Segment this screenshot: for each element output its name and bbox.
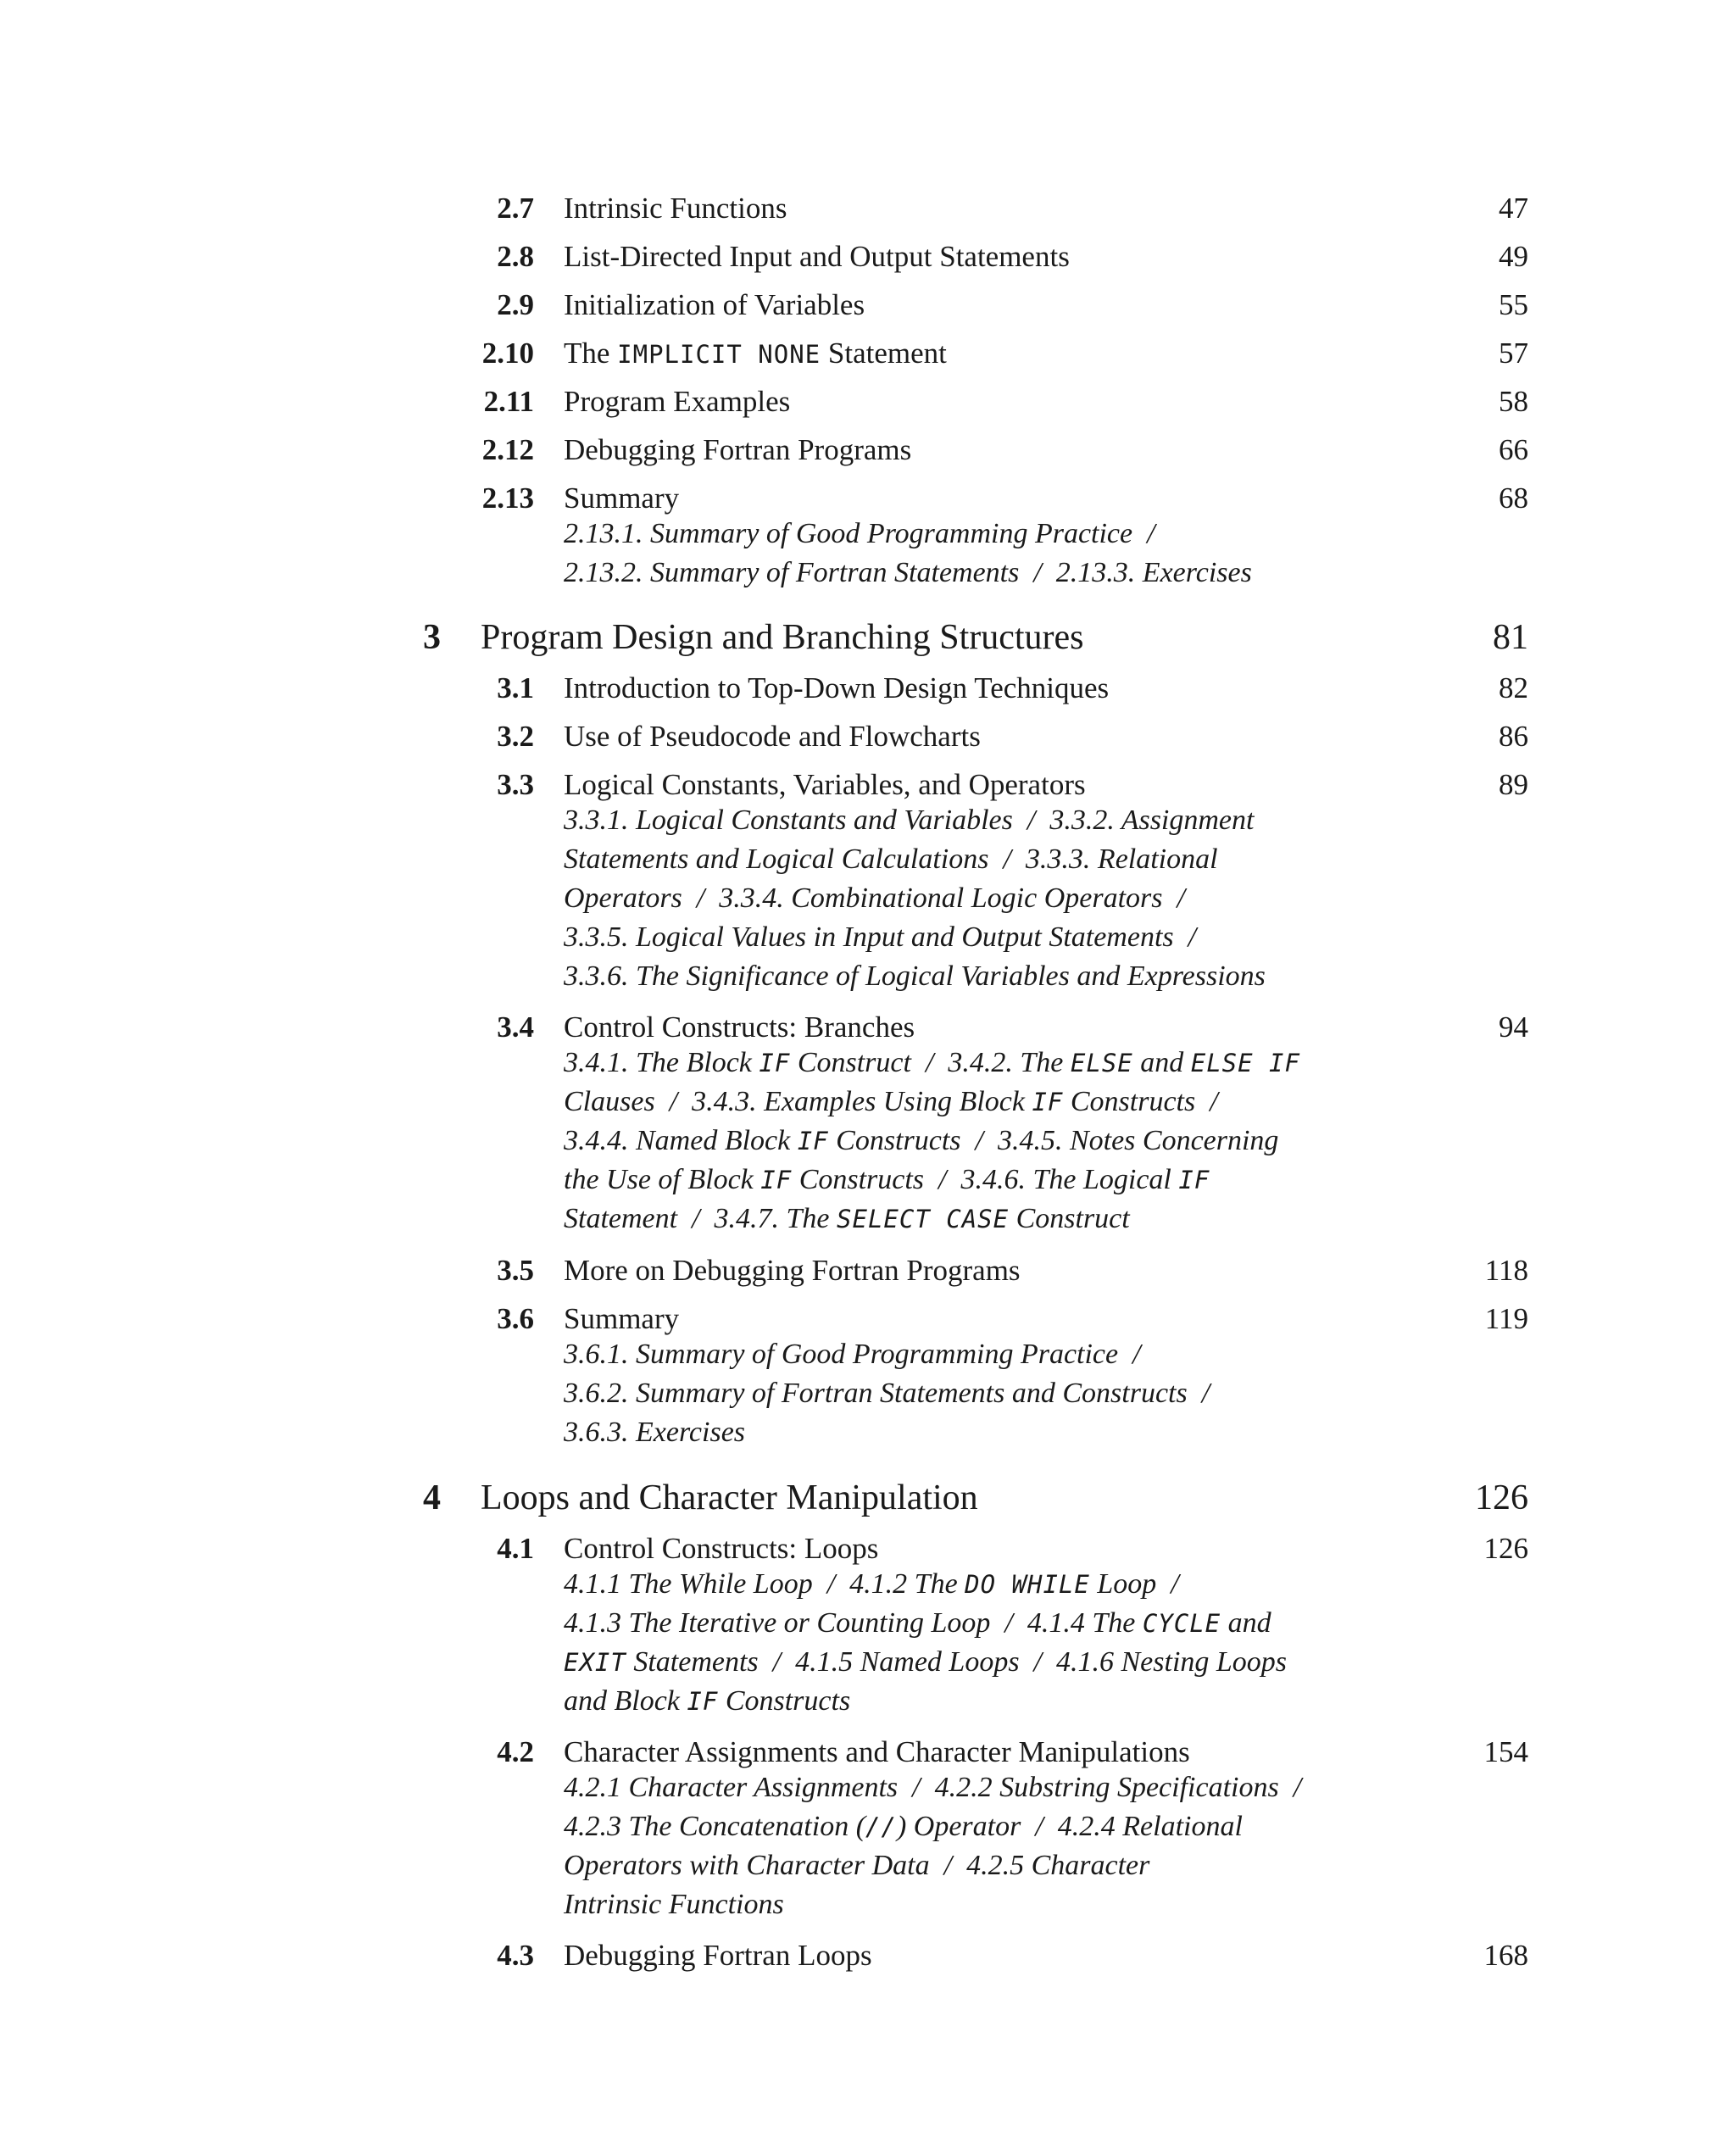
- section-title: Control Constructs: Branches: [564, 1010, 915, 1044]
- section-number: 3.1: [497, 671, 534, 704]
- section-title: Character Assignments and Character Manipulations: [564, 1735, 1190, 1768]
- chapter-page-number: 126: [1475, 1478, 1528, 1517]
- subsection-text: 4.2.3 The Concatenation (: [564, 1811, 866, 1842]
- chapter-title: Program Design and Branching Structures: [481, 618, 1084, 657]
- subsection-text: Construct: [1009, 1203, 1130, 1234]
- subsection-text: Statements / 4.1.5 Named Loops / 4.1.6 Nesting Loops: [626, 1646, 1288, 1678]
- subsection-code: IF: [759, 1049, 791, 1077]
- section-number: 2.10: [481, 337, 534, 370]
- section-number: 2.9: [497, 288, 534, 321]
- section-page-number: 58: [1499, 385, 1528, 418]
- subsection-code: DO WHILE: [965, 1570, 1090, 1599]
- subsection-line: [564, 1083, 1218, 1122]
- subsection-line: [564, 1643, 1287, 1682]
- subsection-line: 3.6.3. Exercises: [564, 1417, 746, 1448]
- subsection-code: IF: [1178, 1166, 1210, 1194]
- section-number: 2.13: [481, 482, 534, 515]
- subsection-text: 4.1.1 The While Loop / 4.1.2 The: [564, 1568, 965, 1600]
- section-title-text: Statement: [821, 337, 947, 370]
- section-title-code: IMPLICIT NONE: [617, 340, 821, 369]
- section-page-number: 126: [1483, 1532, 1528, 1565]
- subsection-code: EXIT: [564, 1648, 626, 1677]
- subsection-line: Operators / 3.3.4. Combinational Logic Operators /: [564, 882, 1185, 914]
- subsection-line: [564, 1682, 850, 1721]
- section-title: Summary: [564, 482, 680, 515]
- section-title: Introduction to Top-Down Design Techniques: [564, 671, 1110, 704]
- subsection-text: 3.4.1. The Block: [564, 1047, 760, 1078]
- subsection-text: Constructs: [718, 1685, 851, 1717]
- section-number: 3.6: [497, 1302, 534, 1335]
- section-page-number: 168: [1483, 1939, 1528, 1972]
- chapter-title: Loops and Character Manipulation: [481, 1478, 978, 1517]
- subsection-text: Construct / 3.4.2. The: [790, 1047, 1071, 1078]
- subsection-text: Loop /: [1089, 1568, 1179, 1600]
- subsection-line: [564, 1565, 1179, 1604]
- subsection-line: 3.3.6. The Significance of Logical Variables and Expressions: [564, 960, 1266, 992]
- subsection-code: ELSE: [1070, 1049, 1133, 1077]
- section-page-number: 119: [1484, 1302, 1528, 1335]
- subsection-text: Operators with Character Data / 4.2.5 Character: [564, 1850, 1150, 1881]
- subsection-text: Constructs / 3.4.5. Notes Concerning: [828, 1125, 1279, 1156]
- subsection-line: [564, 1846, 1149, 1885]
- subsection-text: Statement / 3.4.7. The: [564, 1203, 837, 1234]
- section-title: [564, 329, 947, 379]
- section-title: List-Directed Input and Output Statements: [564, 240, 1070, 273]
- subsection-text: and Block: [564, 1685, 687, 1717]
- section-title: Summary: [564, 1302, 680, 1335]
- chapter-number: 3: [423, 618, 441, 657]
- subsection-line: 3.6.2. Summary of Fortran Statements and Constructs /: [564, 1378, 1210, 1409]
- subsection-line: 3.3.1. Logical Constants and Variables / 3.3.2. Assignment: [564, 804, 1255, 836]
- section-title: Use of Pseudocode and Flowcharts: [564, 720, 981, 753]
- section-page-number: 118: [1484, 1254, 1528, 1287]
- chapter-page-number: 81: [1493, 618, 1528, 657]
- section-number: 4.2: [497, 1735, 534, 1768]
- section-page-number: 57: [1499, 337, 1528, 370]
- section-title: Logical Constants, Variables, and Operators: [564, 768, 1086, 801]
- section-page-number: 49: [1499, 240, 1528, 273]
- subsection-line: [564, 1044, 1300, 1083]
- section-title: Intrinsic Functions: [564, 192, 787, 225]
- section-title: Debugging Fortran Loops: [564, 1939, 872, 1972]
- subsection-text: and: [1132, 1047, 1191, 1078]
- section-page-number: 82: [1499, 671, 1528, 704]
- subsection-text: Intrinsic Functions: [564, 1889, 784, 1920]
- chapter-number: 4: [423, 1478, 441, 1517]
- subsection-line: 2.13.2. Summary of Fortran Statements / 2.13.3. Exercises: [564, 557, 1252, 588]
- section-number: 3.5: [497, 1254, 534, 1287]
- subsection-line: [564, 1885, 784, 1924]
- section-page-number: 66: [1499, 433, 1528, 466]
- subsection-code: IF: [760, 1166, 793, 1194]
- subsection-line: [564, 1604, 1271, 1643]
- subsection-line: 3.6.1. Summary of Good Programming Practice /: [564, 1339, 1141, 1370]
- section-title: Control Constructs: Loops: [564, 1532, 879, 1565]
- section-page-number: 154: [1483, 1735, 1528, 1768]
- subsection-line: 2.13.1. Summary of Good Programming Practice /: [564, 518, 1155, 549]
- subsection-line: [564, 1122, 1278, 1161]
- section-page-number: 86: [1499, 720, 1528, 753]
- section-page-number: 47: [1499, 192, 1528, 225]
- section-title: Program Examples: [564, 385, 791, 418]
- section-page-number: 55: [1499, 288, 1528, 321]
- subsection-line: [564, 1768, 1301, 1807]
- subsection-code: IF: [687, 1687, 719, 1716]
- subsection-line: Statements and Logical Calculations / 3.3.3. Relational: [564, 843, 1218, 875]
- subsection-line: [564, 1161, 1210, 1200]
- section-title-text: The: [564, 337, 618, 370]
- section-title: Initialization of Variables: [564, 288, 865, 321]
- section-number: 2.7: [497, 192, 534, 225]
- subsection-text: 4.2.1 Character Assignments / 4.2.2 Substring Specifications /: [564, 1772, 1302, 1803]
- subsection-text: Constructs / 3.4.6. The Logical: [792, 1164, 1179, 1195]
- section-number: 2.11: [483, 385, 534, 418]
- subsection-code: SELECT CASE: [837, 1205, 1010, 1233]
- subsection-text: 3.4.4. Named Block: [564, 1125, 798, 1156]
- subsection-code: IF: [797, 1127, 829, 1155]
- subsection-line: [564, 1200, 1130, 1239]
- section-title: Debugging Fortran Programs: [564, 433, 912, 466]
- subsection-text: and: [1221, 1607, 1271, 1639]
- section-number: 2.12: [481, 433, 534, 466]
- subsection-code: //: [865, 1812, 897, 1841]
- section-number: 3.3: [497, 768, 534, 801]
- section-page-number: 89: [1499, 768, 1528, 801]
- subsection-code: ELSE IF: [1190, 1049, 1300, 1077]
- subsection-code: IF: [1032, 1088, 1064, 1116]
- subsection-line: [564, 1807, 1243, 1846]
- section-number: 2.8: [497, 240, 534, 273]
- section-number: 3.2: [497, 720, 534, 753]
- subsection-text: the Use of Block: [564, 1164, 761, 1195]
- section-number: 3.4: [497, 1010, 534, 1044]
- subsection-code: CYCLE: [1142, 1609, 1221, 1638]
- subsection-text: 4.1.3 The Iterative or Counting Loop / 4.1.4 The: [564, 1607, 1143, 1639]
- section-title: More on Debugging Fortran Programs: [564, 1254, 1021, 1287]
- section-number: 4.1: [497, 1532, 534, 1565]
- subsection-text: Constructs /: [1063, 1086, 1218, 1117]
- section-page-number: 94: [1499, 1010, 1528, 1044]
- section-page-number: 68: [1499, 482, 1528, 515]
- section-number: 4.3: [497, 1939, 534, 1972]
- subsection-line: 3.3.5. Logical Values in Input and Output Statements /: [564, 921, 1197, 953]
- subsection-text: Clauses / 3.4.3. Examples Using Block: [564, 1086, 1032, 1117]
- subsection-text: ) Operator / 4.2.4 Relational: [896, 1811, 1243, 1842]
